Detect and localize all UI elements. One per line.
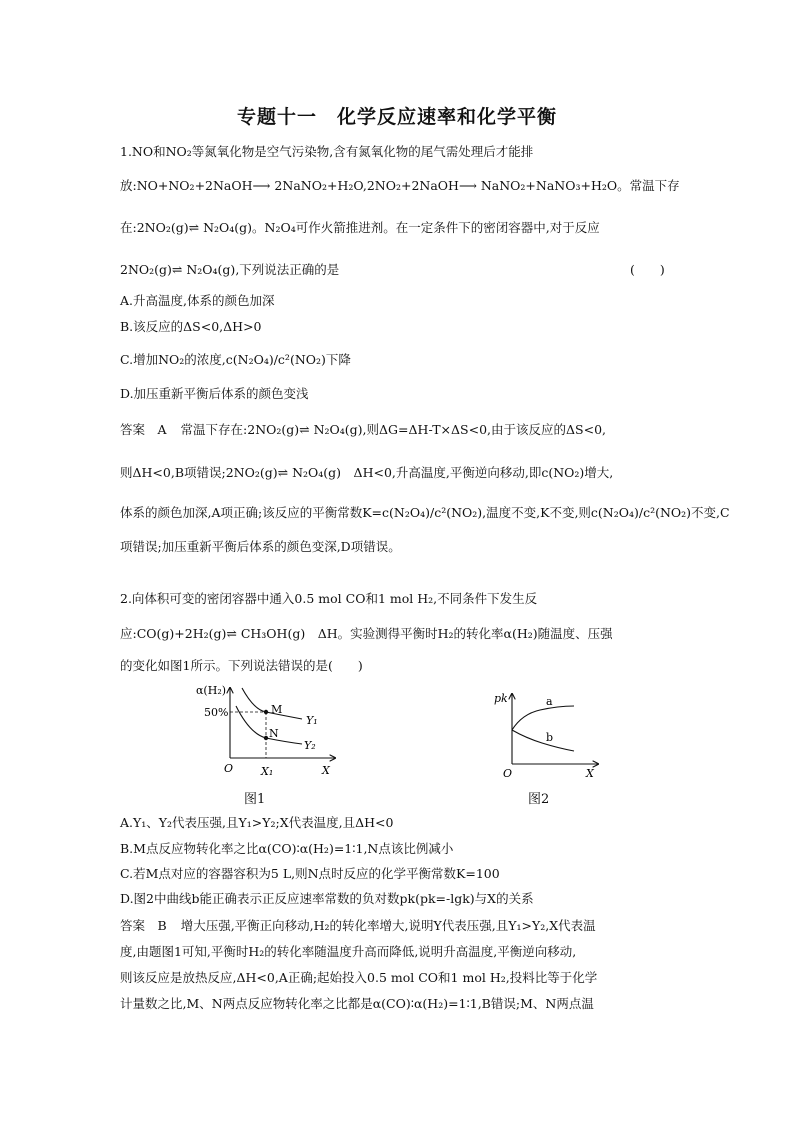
figure-2 xyxy=(490,688,605,783)
fig1-label-y2: Y₂ xyxy=(304,739,316,752)
fig2-label-a: a xyxy=(546,695,553,708)
q1-option-d: D.加压重新平衡后体系的颜色变浅 xyxy=(120,386,309,401)
q2-option-b: B.M点反应物转化率之比α(CO)∶α(H₂)=1∶1,N点该比例减小 xyxy=(120,841,454,856)
q2-answer-line-3: 则该反应是放热反应,ΔH<0,A正确;起始投入0.5 mol CO和1 mol H₂,投料比等于化学 xyxy=(120,970,598,985)
fig1-x-tick: X₁ xyxy=(261,765,274,778)
q1-answer-line-4: 项错误;加压重新平衡后体系的颜色变深,D项错误。 xyxy=(120,539,401,554)
q1-option-c: C.增加NO₂的浓度,c(N₂O₄)/c²(NO₂)下降 xyxy=(120,352,351,367)
q1-stem-line-4: 2NO₂(g)⇌ N₂O₄(g),下列说法正确的是 xyxy=(120,262,340,277)
q2-stem-line-3: 的变化如图1所示。下列说法错误的是( ) xyxy=(120,658,363,673)
fig1-origin: O xyxy=(224,762,234,775)
fig1-label-n: N xyxy=(269,727,279,740)
q2-answer-line-2: 度,由题图1可知,平衡时H₂的转化率随温度升高而降低,说明升高温度,平衡逆向移动, xyxy=(120,944,577,959)
fig1-y-tick: 50% xyxy=(204,706,229,719)
figure-1-caption: 图1 xyxy=(244,792,266,807)
fig2-x-label: X xyxy=(586,767,594,780)
fig1-label-m: M xyxy=(271,703,283,716)
q1-stem-line-2: 放:NO+NO₂+2NaOH⟶ 2NaNO₂+H₂O,2NO₂+2NaOH⟶ NaNO₂+NaNO₃+H₂O。常温下存 xyxy=(120,178,680,193)
q2-answer-label: 答案 B xyxy=(120,918,167,933)
fig1-y-label: α(H₂) xyxy=(196,684,227,697)
q2-explanation-1: 增大压强,平衡正向移动,H₂的转化率增大,说明Y代表压强,且Y₁>Y₂,X代表温 xyxy=(180,918,596,933)
fig1-point-m xyxy=(264,710,268,714)
q1-explanation-1: 常温下存在:2NO₂(g)⇌ N₂O₄(g),则ΔG=ΔH-T×ΔS<0,由于该反应的ΔS<0, xyxy=(180,422,607,437)
q1-answer-paren: ( ) xyxy=(630,262,665,277)
q1-stem-line-3: 在:2NO₂(g)⇌ N₂O₄(g)。N₂O₄可作火箭推进剂。在一定条件下的密闭容器中,对于反应 xyxy=(120,220,600,235)
q1-answer-line-1 xyxy=(120,422,606,438)
q2-option-a: A.Y₁、Y₂代表压强,且Y₁>Y₂;X代表温度,且ΔH<0 xyxy=(120,815,394,830)
fig2-curve-a xyxy=(512,706,574,730)
figure-1 xyxy=(190,682,350,782)
q2-option-d: D.图2中曲线b能正确表示正反应速率常数的负对数pk(pk=-lgk)与X的关系 xyxy=(120,891,534,906)
fig2-origin: O xyxy=(503,767,513,780)
q1-option-b: B.该反应的ΔS<0,ΔH>0 xyxy=(120,319,262,334)
q2-stem-line-2: 应:CO(g)+2H₂(g)⇌ CH₃OH(g) ΔH。实验测得平衡时H₂的转化率α(H₂)随温度、压强 xyxy=(120,626,613,641)
fig2-y-label: pk xyxy=(494,692,508,705)
q2-option-c: C.若M点对应的容器容积为5 L,则N点时反应的化学平衡常数K=100 xyxy=(120,866,500,881)
page-title: 专题十一 化学反应速率和化学平衡 xyxy=(236,106,557,128)
fig1-x-label: X xyxy=(322,764,330,777)
q1-answer-line-3: 体系的颜色加深,A项正确;该反应的平衡常数K=c(N₂O₄)/c²(NO₂),温度不变,K不变,则c(N₂O₄)/c²(NO₂)不变,C xyxy=(120,505,730,520)
fig2-label-b: b xyxy=(546,731,554,744)
q1-stem-line-1: 1.NO和NO₂等氮氧化物是空气污染物,含有氮氧化物的尾气需处理后才能排 xyxy=(120,144,534,159)
q1-answer-line-2: 则ΔH<0,B项错误;2NO₂(g)⇌ N₂O₄(g) ΔH<0,升高温度,平衡逆向移动,即c(NO₂)增大, xyxy=(120,465,614,480)
q2-stem-line-1: 2.向体积可变的密闭容器中通入0.5 mol CO和1 mol H₂,不同条件下发生反 xyxy=(120,591,538,606)
q2-answer-line-4: 计量数之比,M、N两点反应物转化率之比都是α(CO)∶α(H₂)=1∶1,B错误;M、N两点温 xyxy=(120,996,594,1011)
fig1-label-y1: Y₁ xyxy=(306,714,318,727)
figure-2-caption: 图2 xyxy=(528,792,550,807)
fig1-point-n xyxy=(264,736,268,740)
q1-option-a: A.升高温度,体系的颜色加深 xyxy=(120,293,275,308)
q1-answer-label: 答案 A xyxy=(120,422,167,437)
q2-answer-line-1 xyxy=(120,918,596,934)
fig2-curve-b xyxy=(512,730,574,751)
